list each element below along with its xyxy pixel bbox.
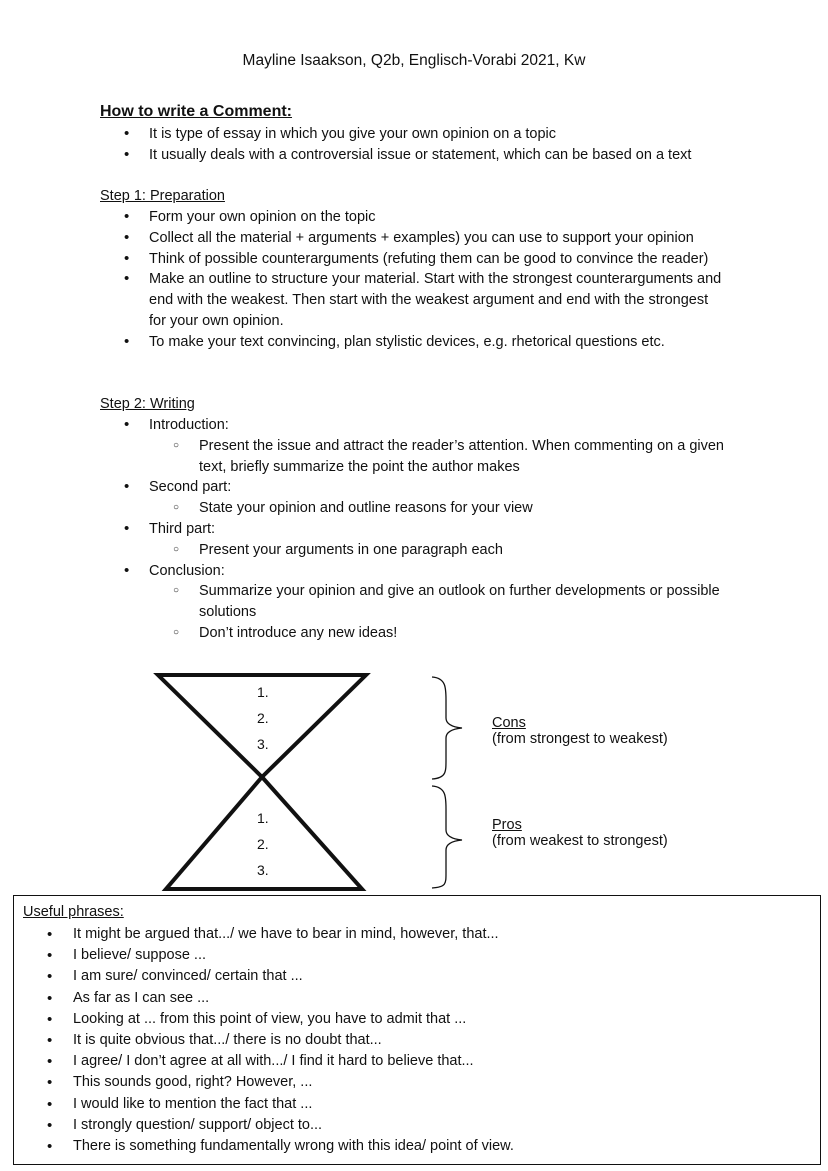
pros-brace xyxy=(432,786,462,888)
cons-title: Cons xyxy=(492,715,526,731)
cons-number: 2. xyxy=(257,710,269,726)
phrase-item: • I strongly question/ support/ object to... xyxy=(14,1115,813,1136)
pros-number: 1. xyxy=(257,810,269,826)
phrase-item: • I agree/ I don’t agree at all with.../ I find it hard to believe that... xyxy=(14,1051,813,1072)
intro-bullet: • It is type of essay in which you give your own opinion on a topic xyxy=(100,124,727,145)
pros-label xyxy=(492,817,668,849)
step2-sub-item: ○ Don’t introduce any new ideas! xyxy=(100,623,727,644)
phrase-item: • Looking at ... from this point of view, you have to admit that ... xyxy=(14,1009,813,1030)
document-header: Mayline Isaakson, Q2b, Englisch-Vorabi 2021, Kw xyxy=(242,52,586,69)
pros-number: 2. xyxy=(257,836,269,852)
intro-bullet: • It usually deals with a controversial issue or statement, which can be based on a text xyxy=(100,145,727,166)
step2-sub-item: ○ Summarize your opinion and give an outlook on further developments or possible solutions xyxy=(100,581,727,623)
cons-label xyxy=(492,715,668,747)
step2-title: Step 2: Writing xyxy=(100,396,195,412)
step2-item-label: • Second part: xyxy=(100,477,727,498)
phrases-list xyxy=(14,924,814,1157)
step1-bullet: • To make your text convincing, plan stylistic devices, e.g. rhetorical questions etc. xyxy=(100,332,727,353)
phrase-item: • I am sure/ convinced/ certain that ... xyxy=(14,966,813,987)
pros-number: 3. xyxy=(257,862,269,878)
step2-sub-item: ○ State your opinion and outline reasons for your view xyxy=(100,498,727,519)
phrase-item: • There is something fundamentally wrong with this idea/ point of view. xyxy=(14,1136,813,1157)
useful-phrases-box xyxy=(13,895,821,1165)
cons-number: 1. xyxy=(257,684,269,700)
pros-subtitle: (from weakest to strongest) xyxy=(492,833,668,849)
phrase-item: • It is quite obvious that.../ there is no doubt that... xyxy=(14,1030,813,1051)
phrase-item: • I believe/ suppose ... xyxy=(14,945,813,966)
step1-title: Step 1: Preparation xyxy=(100,188,225,204)
phrases-title: Useful phrases: xyxy=(23,904,124,920)
pros-title: Pros xyxy=(492,817,522,833)
step2-sub-item: ○ Present your arguments in one paragraph each xyxy=(100,540,727,561)
phrase-item: • It might be argued that.../ we have to bear in mind, however, that... xyxy=(14,924,813,945)
cons-number: 3. xyxy=(257,736,269,752)
step2-item-label: • Third part: xyxy=(100,519,727,540)
step1-bullet: • Make an outline to structure your material. Start with the strongest counterarguments and end with the weakest. Then start with the weakest argument and end with the strongest for your own opinion. xyxy=(100,269,727,331)
step1-bullet: • Think of possible counterarguments (refuting them can be good to convince the reader) xyxy=(100,249,727,270)
cons-brace xyxy=(432,677,462,779)
step2-item-label: • Conclusion: xyxy=(100,561,727,582)
cons-subtitle: (from strongest to weakest) xyxy=(492,731,668,747)
step2-item-label: • Introduction: xyxy=(100,415,727,436)
step1-bullet: • Collect all the material + arguments + examples) you can use to support your opinion xyxy=(100,228,727,249)
section-title-how-to: How to write a Comment: xyxy=(100,103,293,120)
phrase-item: • I would like to mention the fact that ... xyxy=(14,1094,813,1115)
step2-sub-item: ○ Present the issue and attract the reader’s attention. When commenting on a given text, briefly summarize the point the author makes xyxy=(100,436,727,478)
phrase-item: • As far as I can see ... xyxy=(14,988,813,1009)
step1-bullet: • Form your own opinion on the topic xyxy=(100,207,727,228)
phrase-item: • This sounds good, right? However, ... xyxy=(14,1072,813,1093)
